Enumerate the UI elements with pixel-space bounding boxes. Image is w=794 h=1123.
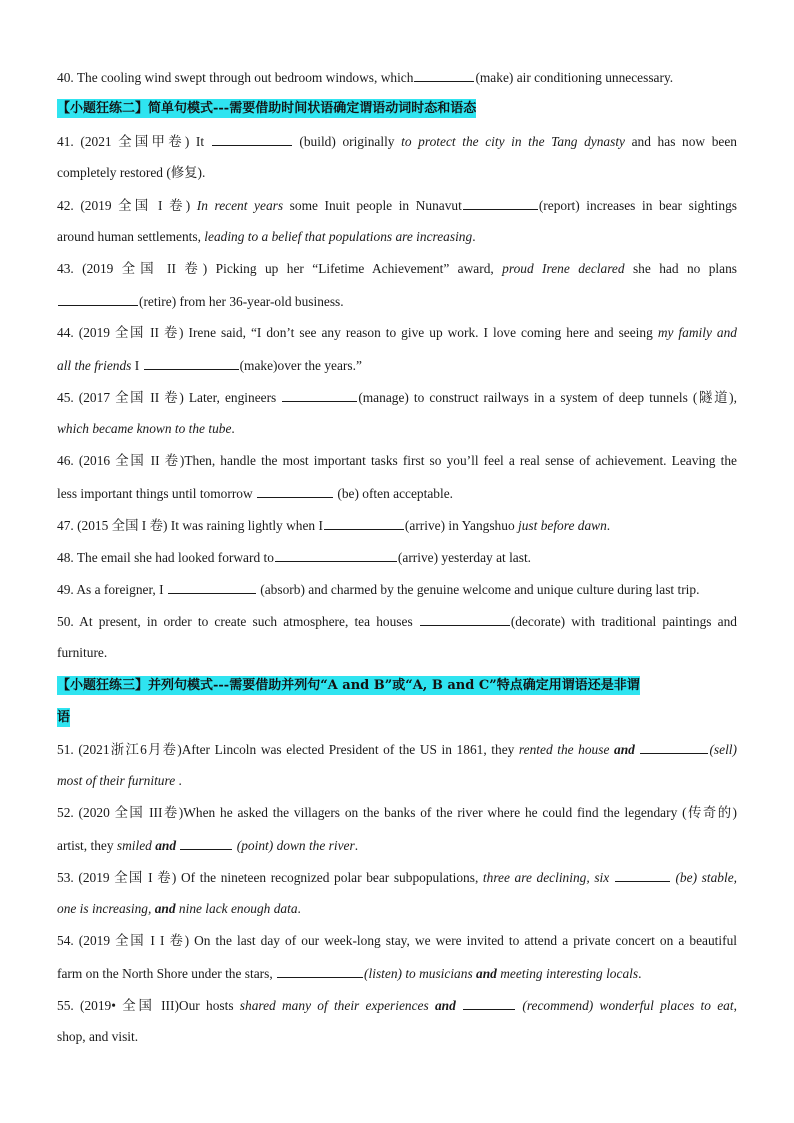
answer-blank[interactable]: [277, 964, 363, 978]
question-text: 49. As a foreigner, I: [57, 582, 164, 597]
italic-text: three are declining, six: [482, 870, 610, 885]
answer-blank[interactable]: [168, 580, 256, 594]
bold-italic-text: and: [155, 838, 177, 853]
answer-blank[interactable]: [414, 68, 474, 82]
section-header-2: [57, 99, 737, 118]
italic-text: just before dawn: [518, 518, 607, 533]
section-title: 【小题狂练二】: [57, 101, 149, 116]
question-text: some Inuit people in Nunavut: [289, 198, 462, 213]
bold-italic-text: and: [154, 901, 176, 916]
question-54: [57, 932, 737, 950]
answer-blank[interactable]: [420, 612, 510, 626]
bold-italic-text: and: [434, 998, 456, 1013]
italic-text: (listen) to musicians: [364, 966, 473, 981]
question-text: furniture.: [57, 645, 108, 660]
question-text: .: [178, 773, 182, 788]
answer-blank[interactable]: [640, 740, 708, 754]
question-text: .: [606, 518, 611, 533]
question-49: [57, 580, 737, 599]
question-text: .: [297, 901, 301, 916]
question-text: .: [638, 966, 642, 981]
question-52-cont: [57, 836, 737, 855]
italic-text: leading to a belief that populations are increasing: [204, 229, 473, 244]
italic-text: my family and: [657, 325, 737, 340]
question-46-cont: [57, 484, 737, 503]
italic-text: smiled: [116, 838, 152, 853]
answer-blank[interactable]: [180, 836, 232, 850]
question-text: (report) increases in bear sightings: [538, 198, 737, 213]
question-text: ,: [733, 998, 737, 1013]
question-text: 44. (2019 全国 II 卷) Irene said, “I don’t see any reason to give up work. I love coming here and seeing: [57, 325, 653, 340]
question-text: 45. (2017 全国 II 卷) Later, engineers: [57, 390, 277, 405]
question-44-cont: [57, 356, 737, 375]
question-53: [57, 868, 737, 887]
question-55: [57, 996, 737, 1015]
italic-text: to protect the city in the Tang dynasty: [401, 134, 625, 149]
question-text: 54. (2019 全国 I I 卷) On the last day of our week-long stay, we were invited to attend a private concert on a beautiful: [57, 933, 737, 948]
question-text: (be) often acceptable.: [337, 486, 453, 501]
question-51-cont: [57, 772, 737, 790]
question-48: [57, 548, 737, 567]
question-text: 55. (2019• 全国 III)Our hosts: [57, 998, 234, 1013]
bold-italic-text: and: [476, 966, 497, 981]
question-text: (decorate) with traditional paintings and: [510, 614, 737, 629]
italic-text: rented the house: [518, 742, 610, 757]
italic-text: proud Irene declared: [502, 261, 625, 276]
question-text: 46. (2016 全国 II 卷)Then, handle the most important tasks first so you’ll feel a real sense of achievement. Leaving the: [57, 453, 737, 468]
question-41-cont: [57, 164, 737, 182]
section-title: 【小题狂练三】: [57, 678, 149, 693]
question-text: 42. (2019 全国 I 卷): [57, 198, 191, 213]
question-text: 48. The email she had looked forward to: [57, 550, 274, 565]
answer-blank[interactable]: [324, 516, 404, 530]
question-text: 43. (2019 全国 II 卷) Picking up her “Lifetime Achievement” award,: [57, 261, 494, 276]
answer-blank[interactable]: [275, 548, 397, 562]
question-50-cont: [57, 644, 737, 662]
question-40: [57, 68, 737, 87]
question-text: shop, and visit.: [57, 1029, 139, 1044]
question-text: farm on the North Shore under the stars,: [57, 966, 273, 981]
question-46: [57, 452, 737, 470]
section-subtitle-cont: 语: [57, 710, 71, 725]
section-subtitle: 并列句模式---需要借助并列句“A and B”或“A, B and C”特点确定用谓语还是非谓: [148, 678, 640, 693]
section-title-highlight: [57, 99, 476, 118]
question-text: 47. (2015 全国 I 卷) It was raining lightly when I: [57, 518, 323, 533]
italic-text: (recommend) wonderful places to eat: [522, 998, 734, 1013]
italic-text: shared many of their experiences: [239, 998, 429, 1013]
italic-text: most of their furniture: [57, 773, 176, 788]
italic-text: all the friends: [57, 358, 132, 373]
bold-italic-text: and: [614, 742, 635, 757]
question-text: (make)over the years.”: [239, 358, 362, 373]
section-subtitle: 简单句模式---需要借助时间状语确定谓语动词时态和语态: [148, 101, 477, 116]
question-text: 41. (2021 全国甲卷) It: [57, 134, 205, 149]
answer-blank[interactable]: [282, 388, 357, 402]
answer-blank[interactable]: [257, 484, 333, 498]
italic-text: (be) stable,: [675, 870, 737, 885]
question-53-cont: [57, 900, 737, 918]
question-text: .: [231, 421, 235, 436]
question-42-cont: [57, 228, 737, 246]
question-text: artist, they: [57, 838, 114, 853]
question-43: [57, 260, 737, 278]
question-text: (manage) to construct railways in a system of deep tunnels (隧道),: [358, 390, 737, 405]
question-text: (arrive) in Yangshuo: [404, 518, 515, 533]
question-text: 52. (2020 全国 III卷)When he asked the villagers on the banks of the river where he could find the legendary (传奇的): [57, 805, 737, 820]
question-45: [57, 388, 737, 407]
question-text: she had no plans: [632, 261, 737, 276]
question-text: completely restored (修复).: [57, 165, 206, 180]
question-text: (retire) from her 36-year-old business.: [139, 294, 344, 309]
question-text: (build) originally: [299, 134, 395, 149]
question-text: .: [354, 838, 359, 853]
question-45-cont: [57, 420, 737, 438]
question-text: (make) air conditioning unnecessary.: [475, 70, 674, 85]
italic-text: one is increasing,: [57, 901, 152, 916]
answer-blank[interactable]: [615, 868, 670, 882]
answer-blank[interactable]: [463, 196, 538, 210]
question-42: [57, 196, 737, 215]
question-text: 50. At present, in order to create such atmosphere, tea houses: [57, 614, 413, 629]
italic-text: In recent years: [196, 198, 284, 213]
italic-text: (point) down the river: [236, 838, 355, 853]
answer-blank[interactable]: [212, 132, 292, 146]
question-text: I: [134, 358, 140, 373]
answer-blank[interactable]: [144, 356, 239, 370]
question-text: 40. The cooling wind swept through out bedroom windows, which: [57, 70, 414, 85]
question-55-cont: [57, 1028, 737, 1046]
question-text: 53. (2019 全国 I 卷) Of the nineteen recognized polar bear subpopulations,: [57, 870, 479, 885]
italic-text: nine lack enough data: [178, 901, 298, 916]
question-54-cont: [57, 964, 737, 983]
italic-text: (sell): [709, 742, 737, 757]
question-text: (arrive) yesterday at last.: [397, 550, 532, 565]
question-51: [57, 740, 737, 759]
question-text: around human settlements,: [57, 229, 201, 244]
answer-blank[interactable]: [463, 996, 515, 1010]
question-text: .: [472, 229, 476, 244]
question-41: [57, 132, 737, 151]
section-title-highlight: [57, 676, 640, 695]
section-header-3: [57, 676, 737, 695]
question-text: less important things until tomorrow: [57, 486, 253, 501]
section-header-3-cont: [57, 708, 737, 727]
italic-text: meeting interesting locals: [500, 966, 639, 981]
question-text: and has now been: [631, 134, 737, 149]
question-text: (absorb) and charmed by the genuine welcome and unique culture during last trip.: [260, 582, 700, 597]
question-47: [57, 516, 737, 535]
question-52: [57, 804, 737, 822]
answer-blank[interactable]: [58, 292, 138, 306]
question-50: [57, 612, 737, 631]
question-text: 51. (2021浙江6月卷)After Lincoln was elected President of the US in 1861, they: [57, 742, 515, 757]
question-44: [57, 324, 737, 342]
italic-text: which became known to the tube: [57, 421, 232, 436]
question-43-cont: [57, 292, 737, 311]
